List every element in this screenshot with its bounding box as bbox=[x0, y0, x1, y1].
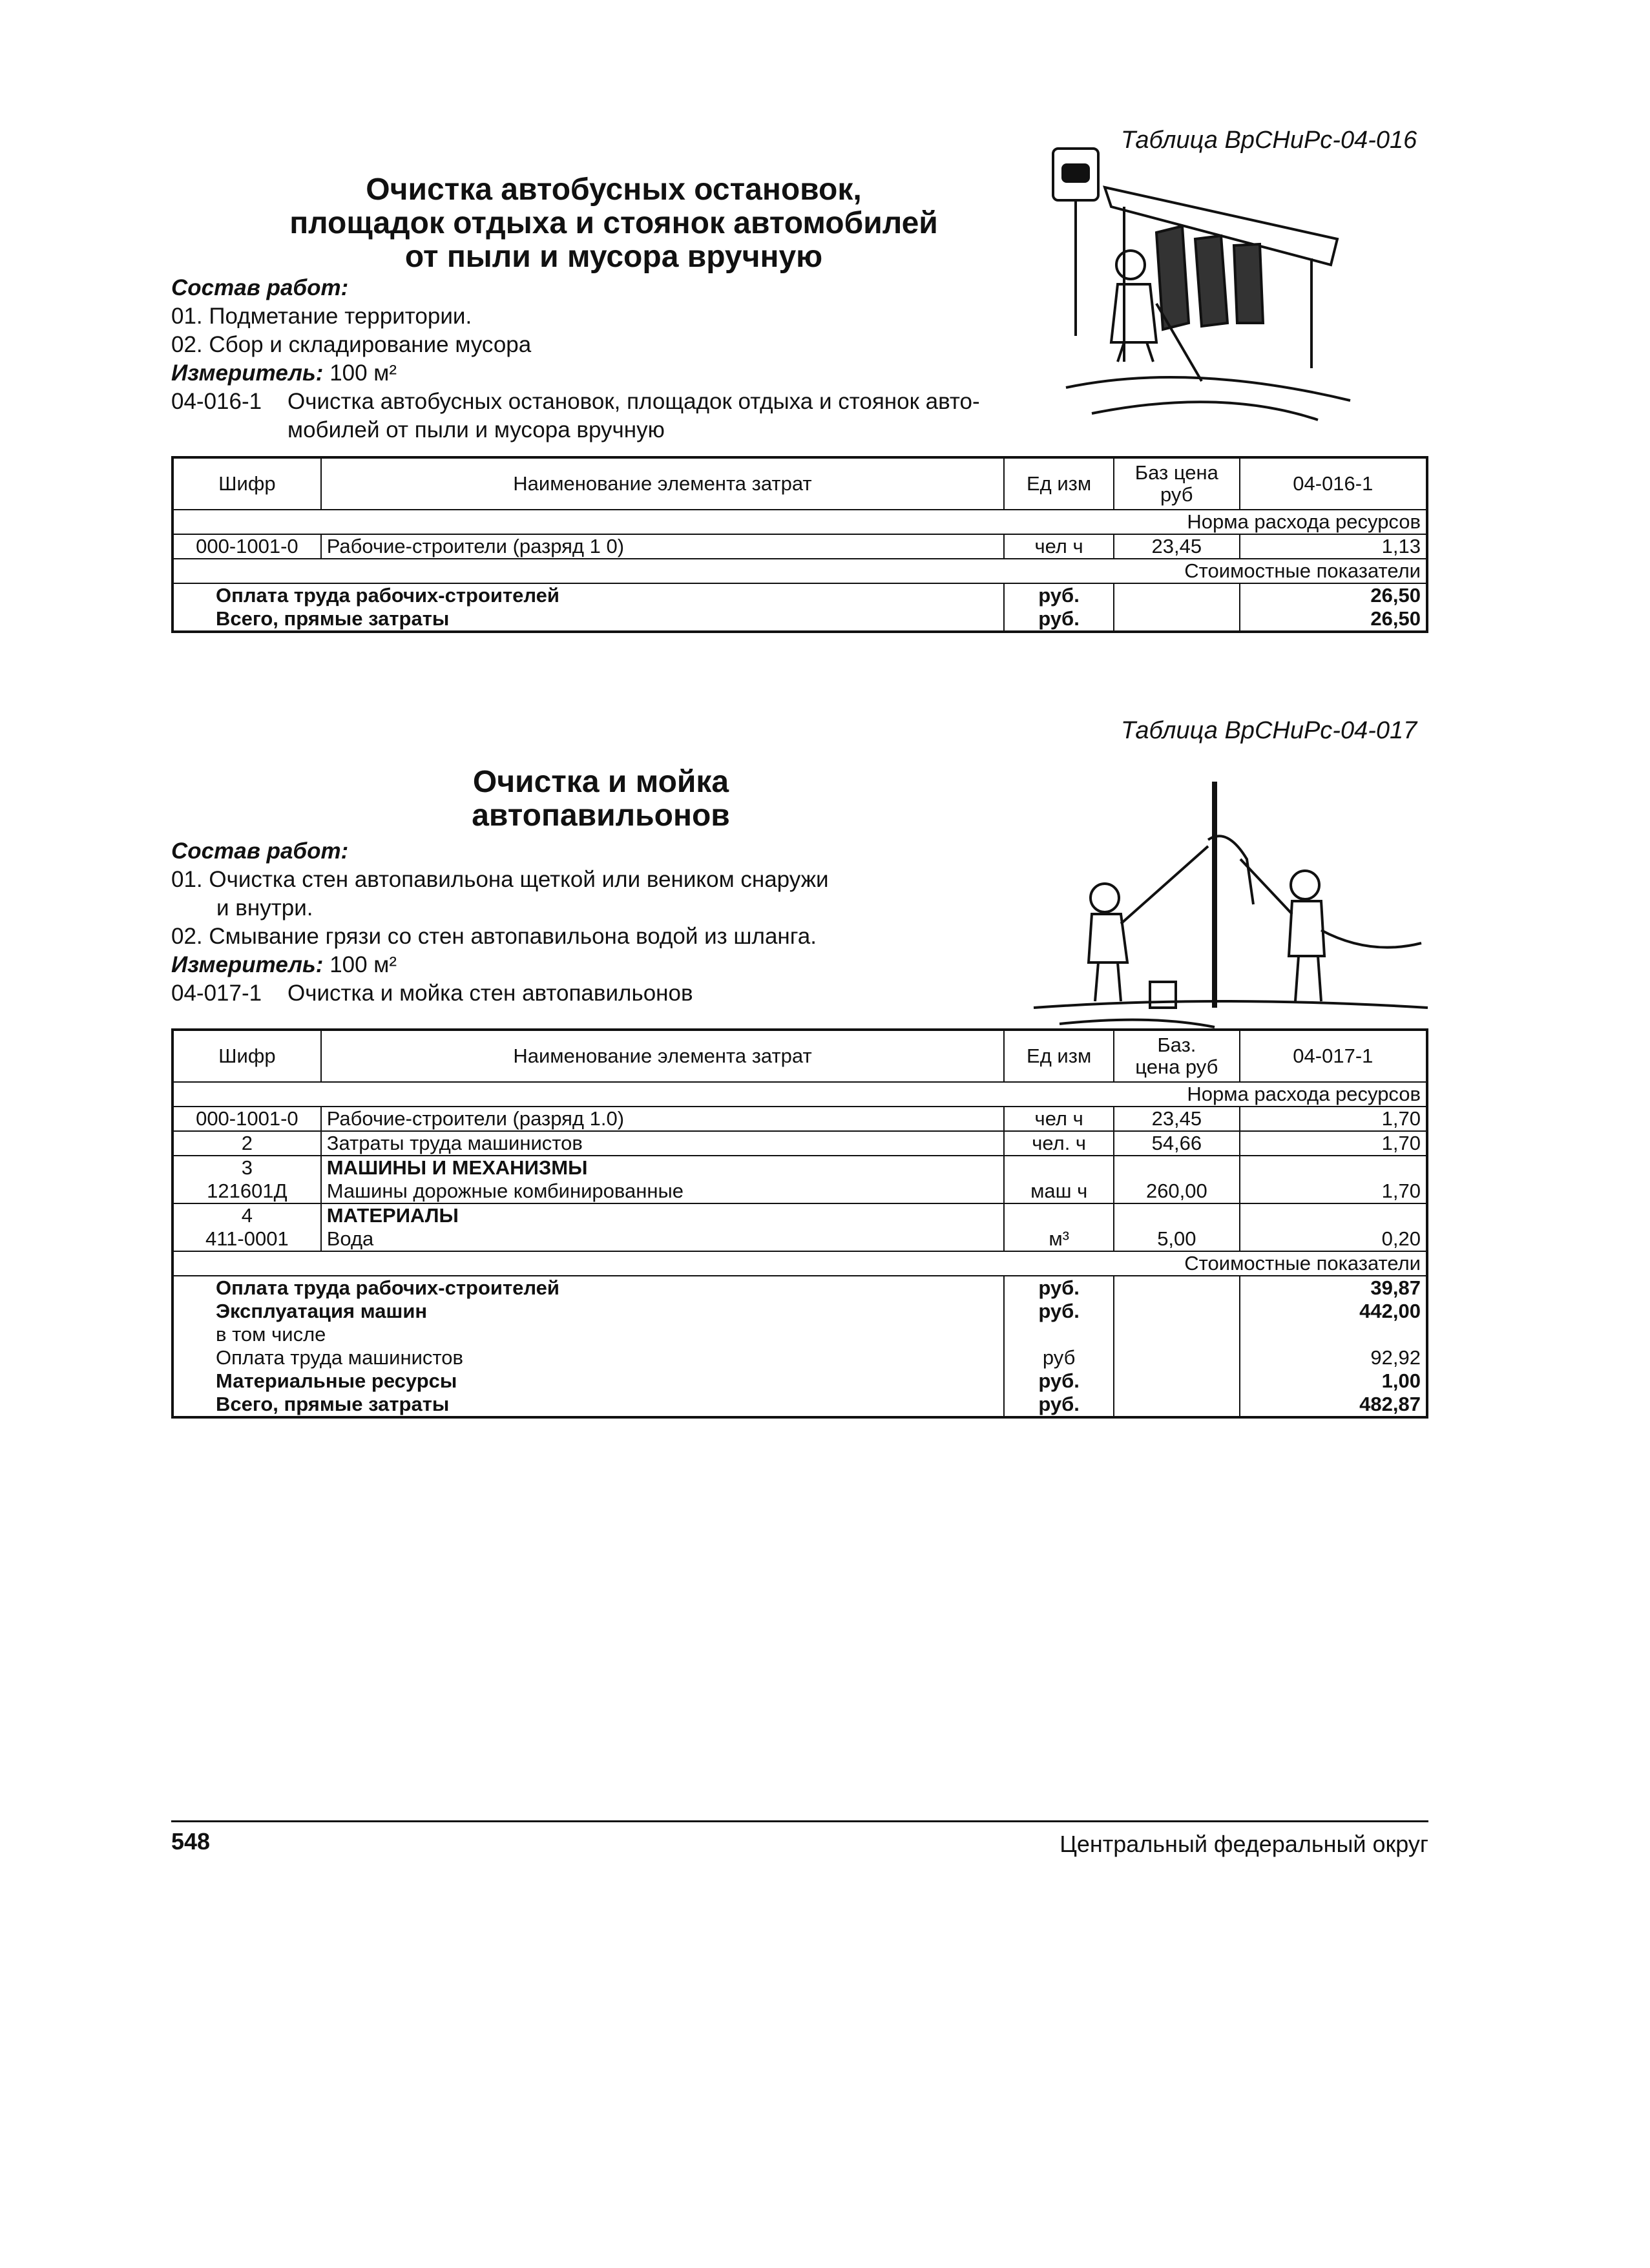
work-heading: Состав работ: bbox=[171, 275, 349, 300]
header-cell: Наименование элемента затрат bbox=[321, 1030, 1005, 1082]
cell-price: 260,00 bbox=[1114, 1180, 1240, 1203]
total-row bbox=[172, 1393, 1427, 1417]
total-row bbox=[172, 1300, 1427, 1323]
total-name: Всего, прямые затраты bbox=[172, 607, 1004, 632]
cell-norm: 1,70 bbox=[1240, 1131, 1427, 1156]
cell-code: 411-0001 bbox=[172, 1227, 321, 1251]
header-cell: Шифр bbox=[172, 1030, 321, 1082]
total-empty bbox=[1114, 1300, 1240, 1323]
header-cell: Баз цена руб bbox=[1114, 457, 1240, 510]
item-code: 04-017-1 bbox=[171, 981, 262, 1006]
cell-price: 54,66 bbox=[1114, 1131, 1240, 1156]
cell-unit: маш ч bbox=[1004, 1180, 1114, 1203]
header-cell: Ед изм bbox=[1004, 457, 1114, 510]
total-empty bbox=[1114, 1393, 1240, 1417]
meter-label: Измеритель: bbox=[171, 360, 324, 386]
item-desc-line: мобилей от пыли и мусора вручную bbox=[287, 417, 665, 442]
total-row bbox=[172, 1369, 1427, 1393]
cost-section-row bbox=[172, 559, 1427, 583]
workers-washing-illustration bbox=[1021, 775, 1434, 1034]
total-row bbox=[172, 1323, 1427, 1346]
header-cell: Шифр bbox=[172, 457, 321, 510]
total-value: 26,50 bbox=[1370, 584, 1421, 607]
footer-region: Центральный федеральный округ bbox=[1060, 1831, 1428, 1857]
total-unit: руб bbox=[1004, 1346, 1114, 1369]
total-value: 442,00 bbox=[1359, 1300, 1421, 1322]
item-desc bbox=[171, 979, 1037, 1008]
cell-code: 4 bbox=[172, 1203, 321, 1227]
total-name: Оплата труда рабочих-строителей bbox=[172, 583, 1004, 607]
meter-line bbox=[171, 359, 1037, 388]
item-desc-text bbox=[287, 388, 980, 444]
header-cell: 04-017-1 bbox=[1240, 1030, 1427, 1082]
cell-code: 2 bbox=[172, 1131, 321, 1156]
table-header bbox=[172, 457, 1427, 510]
total-unit: руб. bbox=[1004, 1276, 1114, 1300]
total-value: 39,87 bbox=[1370, 1276, 1421, 1299]
total-name: Оплата труда машинистов bbox=[172, 1346, 1004, 1369]
table-row bbox=[172, 1180, 1427, 1203]
total-name: Материальные ресурсы bbox=[172, 1369, 1004, 1393]
header-cell: Ед изм bbox=[1004, 1030, 1114, 1082]
total-empty bbox=[1114, 1346, 1240, 1369]
total-empty bbox=[1114, 607, 1240, 632]
meter-value: 100 м² bbox=[329, 952, 397, 977]
cell-price: 23,45 bbox=[1114, 1107, 1240, 1131]
cost-section-row bbox=[172, 1251, 1427, 1276]
cell-norm bbox=[1240, 1156, 1427, 1180]
title-line: Очистка автобусных остановок, bbox=[366, 172, 862, 207]
cell-norm bbox=[1240, 1203, 1427, 1227]
table-row bbox=[172, 1156, 1427, 1180]
cell-norm: 1,13 bbox=[1381, 535, 1421, 557]
work-item: 02. Сбор и складирование мусора bbox=[171, 332, 532, 357]
total-row bbox=[172, 1276, 1427, 1300]
cell-name: МАШИНЫ И МЕХАНИЗМЫ bbox=[321, 1156, 1005, 1180]
work-item: 01. Подметание территории. bbox=[171, 304, 472, 329]
norm-section-row bbox=[172, 510, 1427, 534]
total-name: в том числе bbox=[172, 1323, 1004, 1346]
cell-code: 000-1001-0 bbox=[172, 1107, 321, 1131]
item-desc bbox=[171, 388, 1037, 444]
norm-label: Норма расхода ресурсов bbox=[172, 510, 1427, 534]
total-empty bbox=[1114, 1276, 1240, 1300]
meter-line bbox=[171, 951, 1037, 979]
cell-norm: 1,70 bbox=[1240, 1180, 1427, 1203]
cell-code: 121601Д bbox=[172, 1180, 321, 1203]
total-row bbox=[172, 607, 1427, 632]
total-row bbox=[172, 1346, 1427, 1369]
cost-table-1 bbox=[171, 456, 1428, 633]
work-item: 02. Смывание грязи со стен автопавильона водой из шланга. bbox=[171, 924, 817, 949]
section-2-work-list bbox=[171, 837, 1037, 1008]
total-empty bbox=[1114, 1323, 1240, 1346]
section-2-title bbox=[401, 765, 801, 833]
total-empty bbox=[1114, 583, 1240, 607]
page-number: 548 bbox=[171, 1828, 211, 1855]
item-code: 04-016-1 bbox=[171, 389, 262, 414]
table-row bbox=[172, 1131, 1427, 1156]
item-desc-line: Очистка и мойка стен автопавильонов bbox=[287, 981, 693, 1006]
cell-price bbox=[1114, 1203, 1240, 1227]
cell-norm: 1,70 bbox=[1240, 1107, 1427, 1131]
header-cell: 04-016-1 bbox=[1240, 457, 1427, 510]
total-unit: руб. bbox=[1004, 1300, 1114, 1323]
total-value: 1,00 bbox=[1381, 1369, 1421, 1392]
work-item: и внутри. bbox=[216, 895, 313, 921]
total-unit bbox=[1004, 1323, 1114, 1346]
cell-unit: чел ч bbox=[1004, 1107, 1114, 1131]
total-unit: руб. bbox=[1004, 583, 1114, 607]
total-empty bbox=[1114, 1369, 1240, 1393]
table-header bbox=[172, 1030, 1427, 1082]
total-value: 482,87 bbox=[1359, 1393, 1421, 1415]
footer-rule bbox=[171, 1820, 1428, 1822]
total-row bbox=[172, 583, 1427, 607]
table-row bbox=[172, 1227, 1427, 1251]
title-line: Очистка и мойка bbox=[472, 765, 729, 799]
cell-unit bbox=[1004, 1203, 1114, 1227]
total-value bbox=[1240, 1323, 1427, 1346]
cell-code: 000-1001-0 bbox=[172, 534, 321, 559]
cell-unit: чел ч bbox=[1004, 534, 1114, 559]
table-label-2: Таблица ВрСНиРс-04-017 bbox=[1121, 717, 1417, 744]
table-row bbox=[172, 1203, 1427, 1227]
work-item: 01. Очистка стен автопавильона щеткой или веником снаружи bbox=[171, 867, 829, 892]
norm-section-row bbox=[172, 1082, 1427, 1107]
total-name: Эксплуатация машин bbox=[172, 1300, 1004, 1323]
item-desc-line: Очистка автобусных остановок, площадок отдыха и стоянок авто- bbox=[287, 389, 980, 414]
title-line: от пыли и мусора вручную bbox=[404, 240, 823, 274]
cell-price: 5,00 bbox=[1114, 1227, 1240, 1251]
section-1-work-list bbox=[171, 274, 1037, 444]
cell-name: Вода bbox=[321, 1227, 1005, 1251]
bus-stop-illustration bbox=[1027, 129, 1363, 426]
header-cell: Баз. цена руб bbox=[1114, 1030, 1240, 1082]
total-name: Всего, прямые затраты bbox=[172, 1393, 1004, 1417]
table-row bbox=[172, 1107, 1427, 1131]
table-row bbox=[172, 534, 1427, 559]
cell-unit bbox=[1004, 1156, 1114, 1180]
cell-norm: 0,20 bbox=[1381, 1227, 1421, 1250]
total-value: 26,50 bbox=[1370, 607, 1421, 630]
total-value: 92,92 bbox=[1370, 1346, 1421, 1369]
total-unit: руб. bbox=[1004, 1369, 1114, 1393]
title-line: автопавильонов bbox=[472, 798, 730, 833]
cell-name: Рабочие-строители (разряд 1 0) bbox=[321, 534, 1004, 559]
cell-name: Рабочие-строители (разряд 1.0) bbox=[321, 1107, 1005, 1131]
cost-label: Стоимостные показатели bbox=[172, 1251, 1427, 1276]
table-label-1: Таблица ВрСНиРс-04-016 bbox=[1121, 127, 1417, 154]
total-unit: руб. bbox=[1004, 607, 1114, 632]
cell-unit: м³ bbox=[1004, 1227, 1114, 1251]
total-name: Оплата труда рабочих-строителей bbox=[172, 1276, 1004, 1300]
title-line: площадок отдыха и стоянок автомобилей bbox=[289, 206, 938, 240]
cell-unit: чел. ч bbox=[1004, 1131, 1114, 1156]
header-cell: Наименование элемента затрат bbox=[321, 457, 1004, 510]
norm-label: Норма расхода ресурсов bbox=[172, 1082, 1427, 1107]
section-1-title bbox=[245, 173, 982, 274]
cost-label: Стоимостные показатели bbox=[172, 559, 1427, 583]
cell-name: Затраты труда машинистов bbox=[321, 1131, 1005, 1156]
cost-table-2 bbox=[171, 1028, 1428, 1419]
cell-price bbox=[1114, 1156, 1240, 1180]
cell-name: Машины дорожные комбинированные bbox=[321, 1180, 1005, 1203]
cell-price: 23,45 bbox=[1114, 534, 1240, 559]
cell-code: 3 bbox=[172, 1156, 321, 1180]
meter-label: Измеритель: bbox=[171, 952, 324, 977]
work-heading: Состав работ: bbox=[171, 838, 349, 864]
total-unit: руб. bbox=[1004, 1393, 1114, 1417]
cell-name: МАТЕРИАЛЫ bbox=[321, 1203, 1005, 1227]
meter-value: 100 м² bbox=[329, 360, 397, 386]
